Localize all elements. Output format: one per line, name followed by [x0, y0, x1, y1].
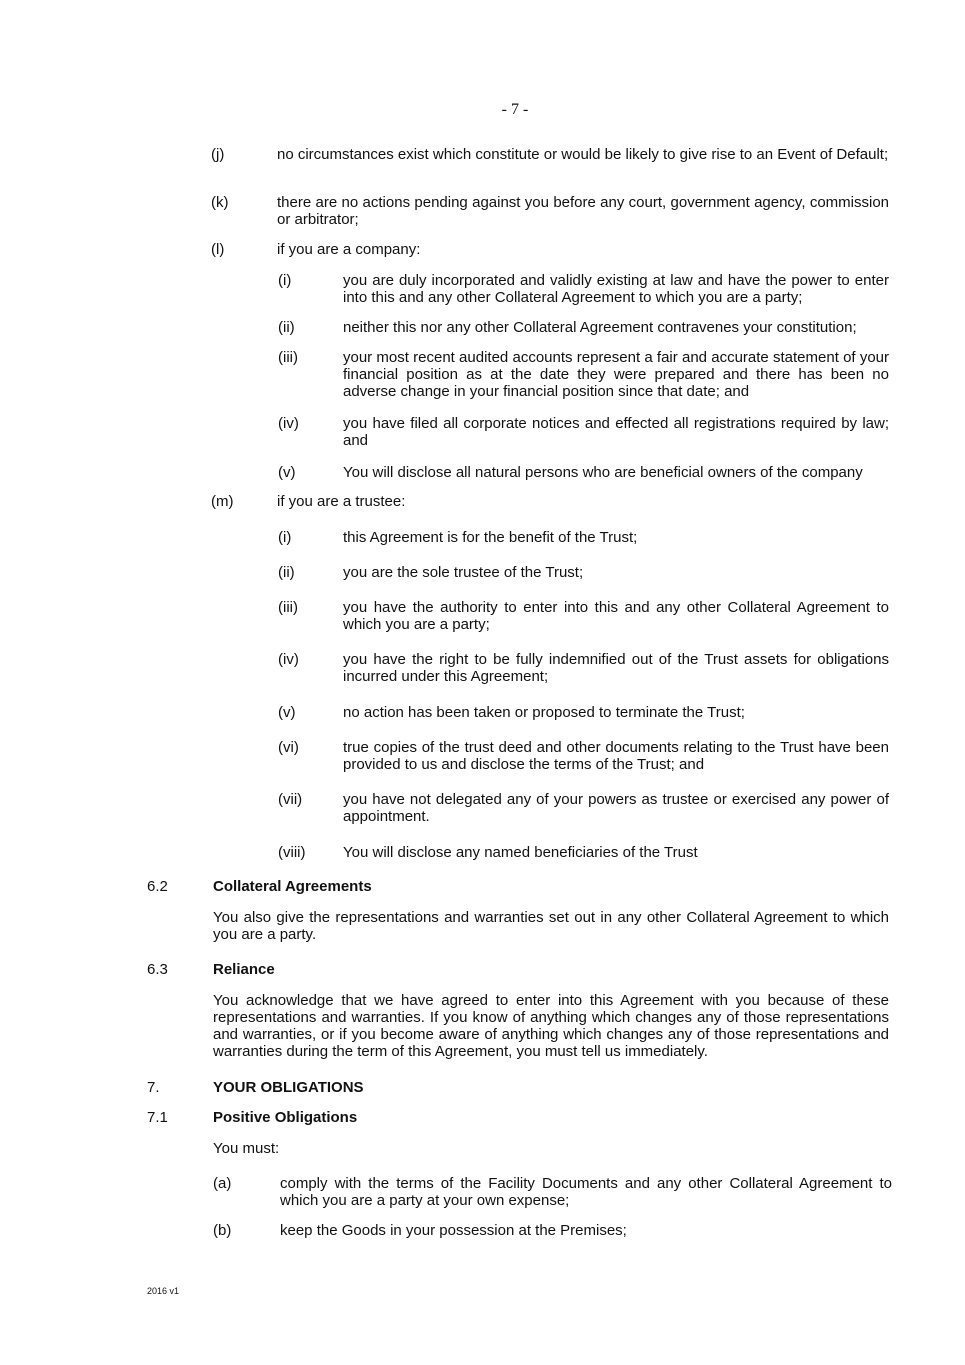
section-number: 7.1 [147, 1109, 168, 1126]
sub-item-label: (i) [278, 529, 292, 546]
sub-item-label: (v) [278, 704, 296, 721]
sub-item-label: (iv) [278, 651, 299, 668]
item-text: if you are a company: [277, 241, 421, 258]
item-text: keep the Goods in your possession at the Premises; [280, 1222, 627, 1239]
item-text: there are no actions pending against you before any court, government agency, commission or arbitrator; [277, 194, 889, 228]
item-label: (a) [213, 1175, 232, 1192]
sub-item-text: neither this nor any other Collateral Agreement contravenes your constitution; [343, 319, 857, 336]
item-text: no circumstances exist which constitute or would be likely to give rise to an Event of Default; [277, 146, 889, 163]
sub-item-text: you have the authority to enter into this and any other Collateral Agreement to which you are a party; [343, 599, 889, 633]
item-label: (b) [213, 1222, 232, 1239]
page-number: - 7 - [501, 101, 529, 118]
sub-item-label: (ii) [278, 564, 295, 581]
sub-item-label: (v) [278, 464, 296, 481]
section-title: YOUR OBLIGATIONS [213, 1079, 364, 1096]
sub-item-text: no action has been taken or proposed to terminate the Trust; [343, 704, 745, 721]
section-title: Positive Obligations [213, 1109, 358, 1126]
sub-item-label: (vi) [278, 739, 299, 756]
sub-item-label: (viii) [278, 844, 306, 861]
section-body: You acknowledge that we have agreed to enter into this Agreement with you because of these representations and warranties. If you know of anything which changes any of those representations and warranties, or if you become aware of anything which changes any of those representations and warranties during the term of this Agreement, you must tell us immediately. [213, 992, 889, 1060]
sub-item-label: (i) [278, 272, 292, 289]
section-number: 6.3 [147, 961, 168, 978]
section-number: 7. [147, 1079, 160, 1096]
sub-item-text: You will disclose any named beneficiaries of the Trust [343, 844, 698, 861]
item-label: (k) [211, 194, 229, 211]
sub-item-label: (iii) [278, 599, 298, 616]
sub-item-text: true copies of the trust deed and other documents relating to the Trust have been provided to us and disclose the terms of the Trust; and [343, 739, 889, 773]
sub-item-label: (iv) [278, 415, 299, 432]
section-intro: You must: [213, 1140, 280, 1157]
sub-item-text: You will disclose all natural persons who are beneficial owners of the company [343, 464, 863, 481]
item-label: (m) [211, 493, 234, 510]
item-text: if you are a trustee: [277, 493, 406, 510]
section-body: You also give the representations and warranties set out in any other Collateral Agreement to which you are a party. [213, 909, 889, 943]
sub-item-text: you have the right to be fully indemnified out of the Trust assets for obligations incurred under this Agreement; [343, 651, 889, 685]
sub-item-label: (vii) [278, 791, 303, 808]
sub-item-text: you have not delegated any of your powers as trustee or exercised any power of appointment. [343, 791, 889, 825]
section-number: 6.2 [147, 878, 168, 895]
sub-item-text: you are duly incorporated and validly existing at law and have the power to enter into this and any other Collateral Agreement to which you are a party; [343, 272, 889, 306]
footer-version: 2016 v1 [147, 1286, 180, 1296]
section-title: Collateral Agreements [213, 878, 372, 895]
item-text: comply with the terms of the Facility Documents and any other Collateral Agreement to which you are a party at your own expense; [280, 1175, 892, 1209]
sub-item-text: you have filed all corporate notices and effected all registrations required by law; and [343, 415, 889, 449]
item-label: (j) [211, 146, 225, 163]
item-label: (l) [211, 241, 225, 258]
sub-item-text: you are the sole trustee of the Trust; [343, 564, 584, 581]
sub-item-text: your most recent audited accounts represent a fair and accurate statement of your financial position as at the date they were prepared and there has been no adverse change in your financial position since that date; and [343, 349, 889, 400]
sub-item-label: (iii) [278, 349, 298, 366]
sub-item-label: (ii) [278, 319, 295, 336]
sub-item-text: this Agreement is for the benefit of the Trust; [343, 529, 638, 546]
section-title: Reliance [213, 961, 275, 978]
